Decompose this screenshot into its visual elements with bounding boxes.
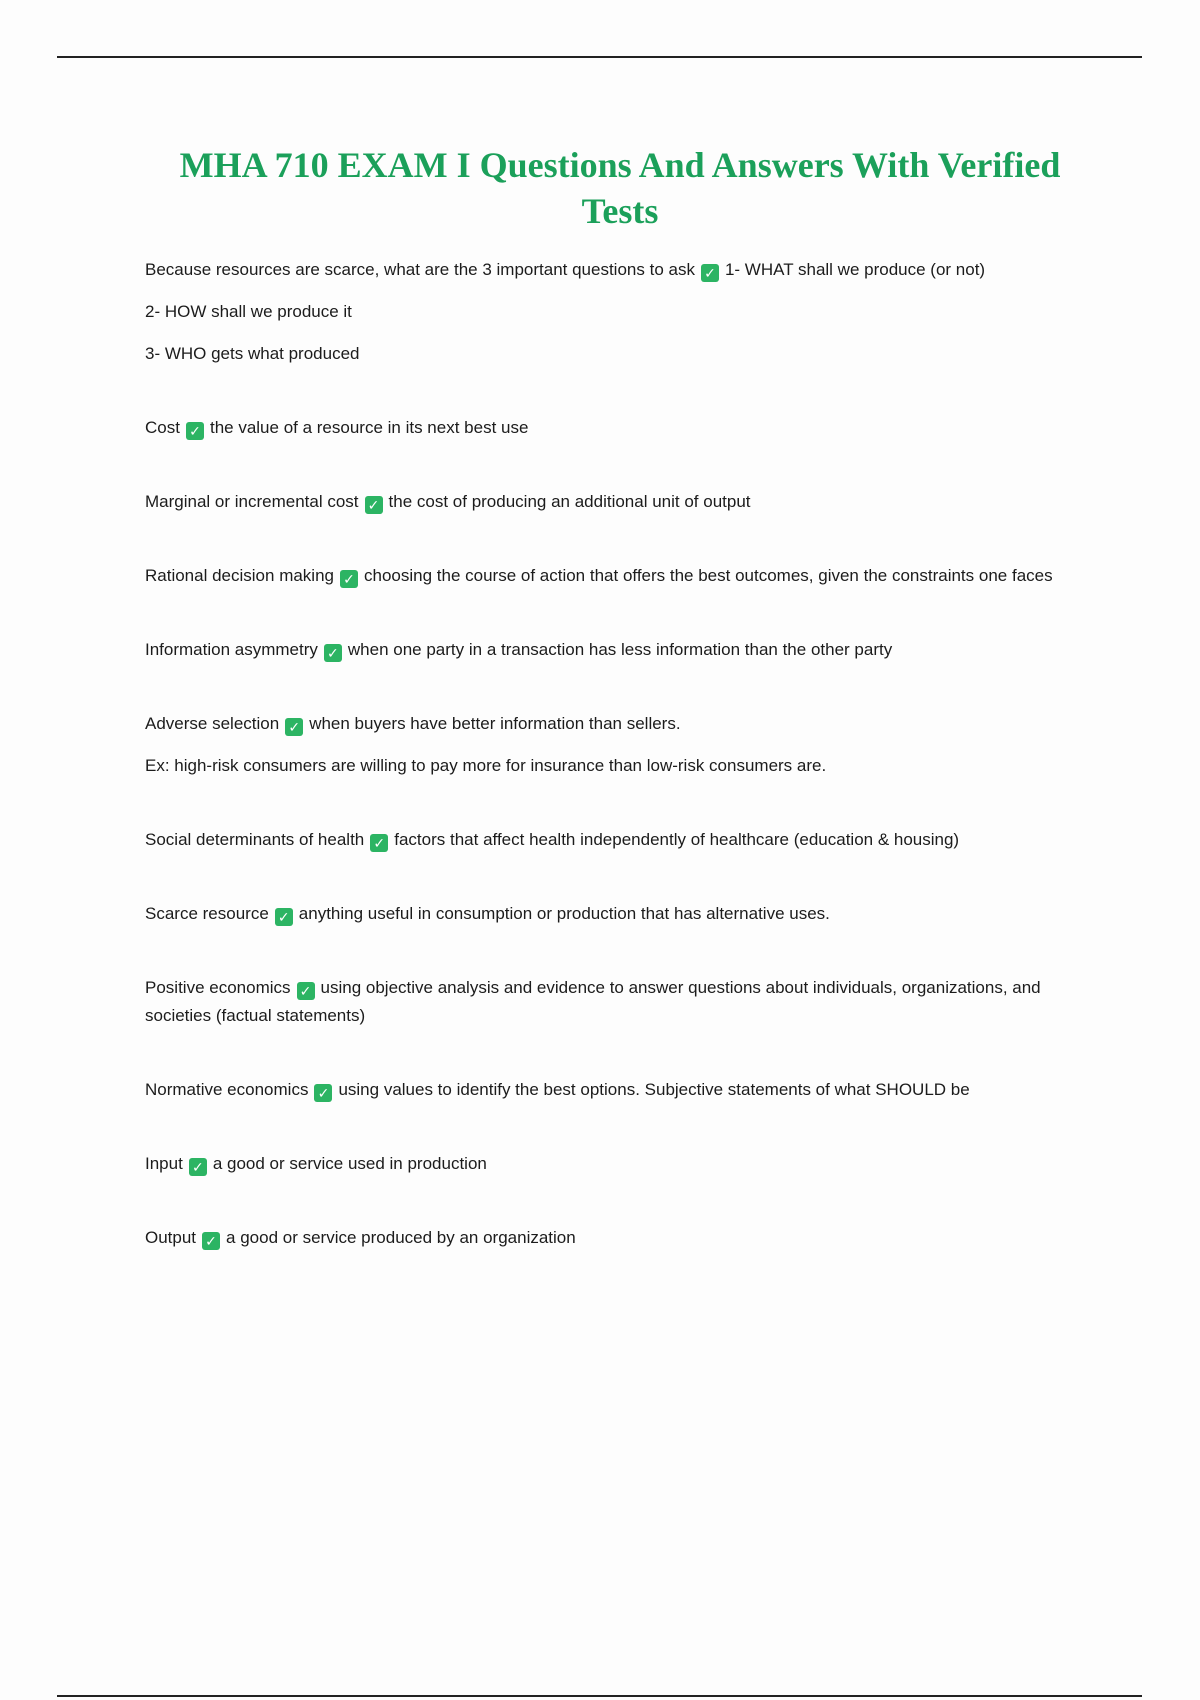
check-icon: ✓ [285,718,303,736]
bottom-divider [57,1695,1142,1697]
qa-entry [145,1150,1095,1178]
definition: choosing the course of action that offers the best outcomes, given the constraints one faces [364,566,1053,585]
document-title: MHA 710 EXAM I Questions And Answers With Verified Tests [179,145,1061,231]
check-icon: ✓ [314,1084,332,1102]
definition: a good or service used in production [212,1154,487,1173]
term: Scarce resource [145,904,269,923]
term: Marginal or incremental cost [145,492,359,511]
qa-entry [145,900,1095,928]
term: Input [145,1154,183,1173]
check-icon: ✓ [365,496,383,514]
check-icon: ✓ [324,644,342,662]
document-page [145,142,1095,1298]
definition: using values to identify the best options. Subjective statements of what SHOULD be [338,1080,970,1099]
term: Rational decision making [145,566,334,585]
definition: anything useful in consumption or production that has alternative uses. [298,904,830,923]
term: Social determinants of health [145,830,365,849]
term: Normative economics [145,1080,309,1099]
qa-entry [145,636,1095,664]
check-icon: ✓ [189,1158,207,1176]
qa-entry [145,1076,1095,1104]
qa-entry [145,414,1095,442]
definition: the value of a resource in its next best use [209,418,529,437]
check-icon: ✓ [340,570,358,588]
top-divider [57,56,1142,58]
qa-entry [145,974,1095,1030]
check-icon: ✓ [297,982,315,1000]
qa-entry [145,256,1095,368]
term: Information asymmetry [145,640,318,659]
term: Output [145,1228,197,1247]
definition: using objective analysis and evidence to answer questions about individuals, organizations, and societies (factual statements) [145,978,1041,1025]
definition: when one party in a transaction has less information than the other party [347,640,893,659]
term: Cost [145,418,180,437]
definition: a good or service produced by an organization [226,1228,576,1247]
check-icon: ✓ [186,422,204,440]
term: Because resources are scarce, what are the 3 important questions to ask [145,260,695,279]
definition: 1- WHAT shall we produce (or not) [724,260,986,279]
check-icon: ✓ [370,834,388,852]
qa-entry [145,488,1095,516]
definition: when buyers have better information than sellers. [309,714,681,733]
check-icon: ✓ [701,264,719,282]
term: Adverse selection [145,714,280,733]
extra-line: 3- WHO gets what produced [145,344,360,363]
extra-line: Ex: high-risk consumers are willing to pay more for insurance than low-risk consumers are. [145,756,827,775]
qa-entry [145,826,1095,854]
check-icon: ✓ [202,1232,220,1250]
qa-entry [145,710,1095,780]
definition: the cost of producing an additional unit of output [388,492,751,511]
definition: factors that affect health independently of healthcare (education & housing) [394,830,960,849]
qa-entry [145,1224,1095,1252]
check-icon: ✓ [275,908,293,926]
extra-line: 2- HOW shall we produce it [145,302,352,321]
qa-entry [145,562,1095,590]
term: Positive economics [145,978,291,997]
